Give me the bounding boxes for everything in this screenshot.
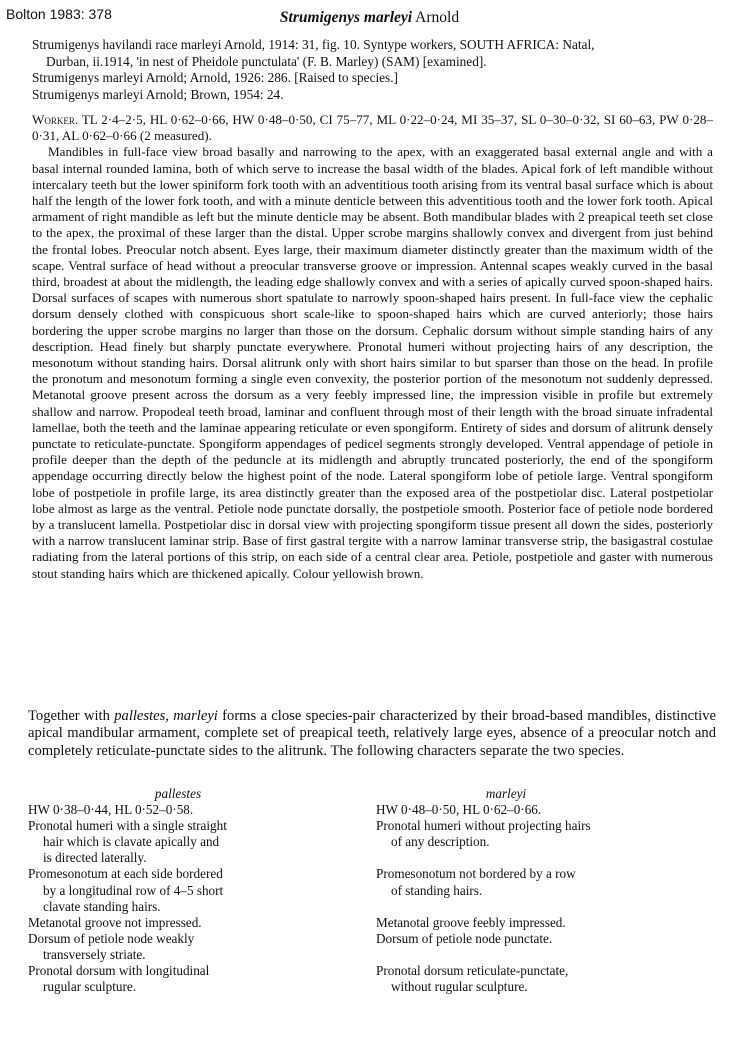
- worker-description: [32, 112, 713, 582]
- species-title: [0, 9, 739, 27]
- comparison-line: Dorsum of petiole node weakly: [28, 930, 195, 946]
- comparison-item-left: [28, 963, 328, 995]
- comparison-item-right: [376, 818, 676, 866]
- comparison-line: clavate standing hairs.: [43, 898, 161, 914]
- comparison-line: Pronotal humeri without projecting hairs: [376, 818, 591, 834]
- synonymy-list: [32, 37, 732, 103]
- comparison-column-pallestes: [28, 786, 328, 995]
- comparison-line: hair which is clavate apically and: [43, 834, 220, 850]
- comparison-line: by a longitudinal row of 4–5 short: [43, 882, 224, 898]
- comparison-item-right: [376, 866, 676, 914]
- comparison-line: of any description.: [391, 834, 490, 850]
- measurements-paragraph: [32, 112, 713, 144]
- species-name: Strumigenys marleyi: [279, 9, 413, 26]
- comparison-line: HW 0·38–0·44, HL 0·52–0·58.: [28, 802, 194, 818]
- comparison-item-left: [28, 915, 328, 931]
- species-ref-pallestes: pallestes,: [114, 708, 169, 724]
- comparison-item-left: [28, 818, 328, 866]
- comparison-line: transversely striate.: [43, 946, 146, 962]
- synonymy-line: Durban, ii.1914, 'in nest of Pheidole punctulata' (F. B. Marley) (SAM) [examined].: [46, 53, 487, 69]
- comparison-column-marleyi: [376, 786, 676, 995]
- synonymy-line: Strumigenys marleyi Arnold; Arnold, 1926: 286. [Raised to species.]: [32, 70, 398, 86]
- column-header: marleyi: [485, 786, 527, 801]
- column-header: pallestes: [154, 786, 202, 801]
- comparison-item-right: [376, 915, 676, 931]
- comparison-line: Pronotal dorsum with longitudinal: [28, 963, 210, 979]
- comparison-line: of standing hairs.: [391, 882, 483, 898]
- closing-lead: Together with: [28, 708, 115, 724]
- comparison-line: Pronotal humeri with a single straight: [28, 818, 227, 834]
- comparison-item-left: [28, 802, 328, 818]
- species-ref-marleyi: marleyi: [173, 708, 218, 724]
- description-paragraph: Mandibles in full-face view broad basally and narrowing to the apex, with an exaggerated basal external angle and with a basal internal rounded lamina, both of which serve to increase the basal width of the blades. Apical fork of left mandible without intercalary teeth but the lower spiniform fork tooth with an adventitious tooth arising from its ventral basal surface which is about half the length of the lower fork tooth, and with a minute denticle between this adventitious tooth and the lower fork tooth. Apical armament of right mandible as left but the minute denticle may be absent. Both mandibular blades with 2 preapical teeth set close to the apex, the proximal of these larger than the distal. Upper scrobe margins shallowly convex and divergent from just behind the frontal lobes. Preocular notch absent. Eyes large, their maximum diameter distinctly greater than the maximum width of the scape. Ventral surface of head without a preocular transverse groove or impression. Antennal scapes weakly curved in the basal third, broadest at about the midlength, the leading edge shallowly convex and with a series of apically curved spoon-shaped hairs. Dorsal surfaces of scapes with numerous short spatulate to narrowly spoon-shaped hairs present. In full-face view the cephalic dorsum densely clothed with conspicuous short scale-like to spoon-shaped hairs which are curved anteriorly; those hairs bordering the upper scrobe margins no larger than those on the dorsum. Cephalic dorsum without simple standing hairs of any description. Head finely but sharply punctate everywhere. Pronotal humeri without projecting hairs of any description, the mesonotum without standing hairs. Dorsal alitrunk only with short hairs similar to but sparser than those on the head. In profile the pronotum and mesonotum forming a single even convexity, the posterior portion of the mesonotum not suddenly depressed. Metanotal groove present across the dorsum as a very feebly impressed line, the impression visible in profile but extremely shallow and narrow. Propodeal teeth broad, laminar and confluent through most of their length with the broad sinuate infradental lamellae, both the teeth and the laminae appearing reticulate or even spongiform. Entirety of sides and dorsum of alitrunk densely punctate to reticulate-punctate. Spongiform appendages of pedicel segments strongly developed. Ventral appendage of petiole in profile deeper than the depth of the peduncle at its midlength and abruptly truncated posteriorly, the end of the spongiform appendage occurring directly below the highest point of the node. Lateral spongiform lobe of petiole large. Ventral spongiform lobe of postpetiole in profile large, its area distinctly greater than the exposed area of the postpetiolar disc. Lateral postpetiolar lobe almost as large as the ventral. Petiole node punctate dorsally, the postpetiole smooth. Posterior face of petiole node bordered by a translucent lamella. Postpetiolar disc in dorsal view with projecting spongiform tissue present all down the sides, posteriorly with a narrow translucent laminar strip. Base of first gastral tergite with a narrow laminar transverse strip, the basigastral costulae radiating from the lateral portions of this strip, on each side of a central clear area. Petiole, postpetiole and gaster with numerous stout standing hairs which are thickened apically. Colour yellowish brown.: [32, 144, 713, 581]
- comparison-item-right: [376, 963, 676, 995]
- measurements: TL 2·4–2·5, HL 0·62–0·66, HW 0·48–0·50, CI 75–77, ML 0·22–0·24, MI 35–37, SL 0–30–0·32, SI 60–63, PW 0·28–0·31, AL 0·62–0·66 (2 measured).: [32, 112, 713, 144]
- worker-label: Worker.: [32, 112, 79, 127]
- comparison-item-left: [28, 866, 328, 914]
- comparison-line: Dorsum of petiole node punctate.: [376, 930, 553, 946]
- comparison-line: Pronotal dorsum reticulate-punctate,: [376, 963, 569, 979]
- comparison-item-left: [28, 931, 328, 963]
- comparison-line: Metanotal groove feebly impressed.: [376, 914, 566, 930]
- comparison-line: is directed laterally.: [43, 850, 147, 866]
- comparison-line: without rugular sculpture.: [391, 979, 528, 995]
- species-author: Arnold: [415, 9, 460, 26]
- comparison-line: Promesonotum not bordered by a row: [376, 866, 576, 882]
- closing-rest: forms a close species-pair characterized by their broad-based mandibles, distinctive apical mandibular armament, complete set of preapical teeth, relatively large eyes, absence of a preocular notch and completely reticulate-punctate sides to the alitrunk. The following characters separate the two species.: [28, 708, 716, 759]
- comparison-item-right: [376, 802, 676, 818]
- citation-source: Bolton 1983: 378: [6, 6, 112, 22]
- comparison-line: Metanotal groove not impressed.: [28, 914, 202, 930]
- comparison-line: Promesonotum at each side bordered: [28, 866, 223, 882]
- comparison-line: HW 0·48–0·50, HL 0·62–0·66.: [376, 802, 542, 818]
- comparison-item-right: [376, 931, 676, 963]
- synonymy-line: Strumigenys havilandi race marleyi Arnold, 1914: 31, fig. 10. Syntype workers, SOUTH AFRICA: Natal,: [32, 37, 595, 52]
- comparison-line: rugular sculpture.: [43, 979, 137, 995]
- diagnosis-paragraph: [28, 708, 716, 760]
- synonymy-line: Strumigenys marleyi Arnold; Brown, 1954: 24.: [32, 86, 284, 102]
